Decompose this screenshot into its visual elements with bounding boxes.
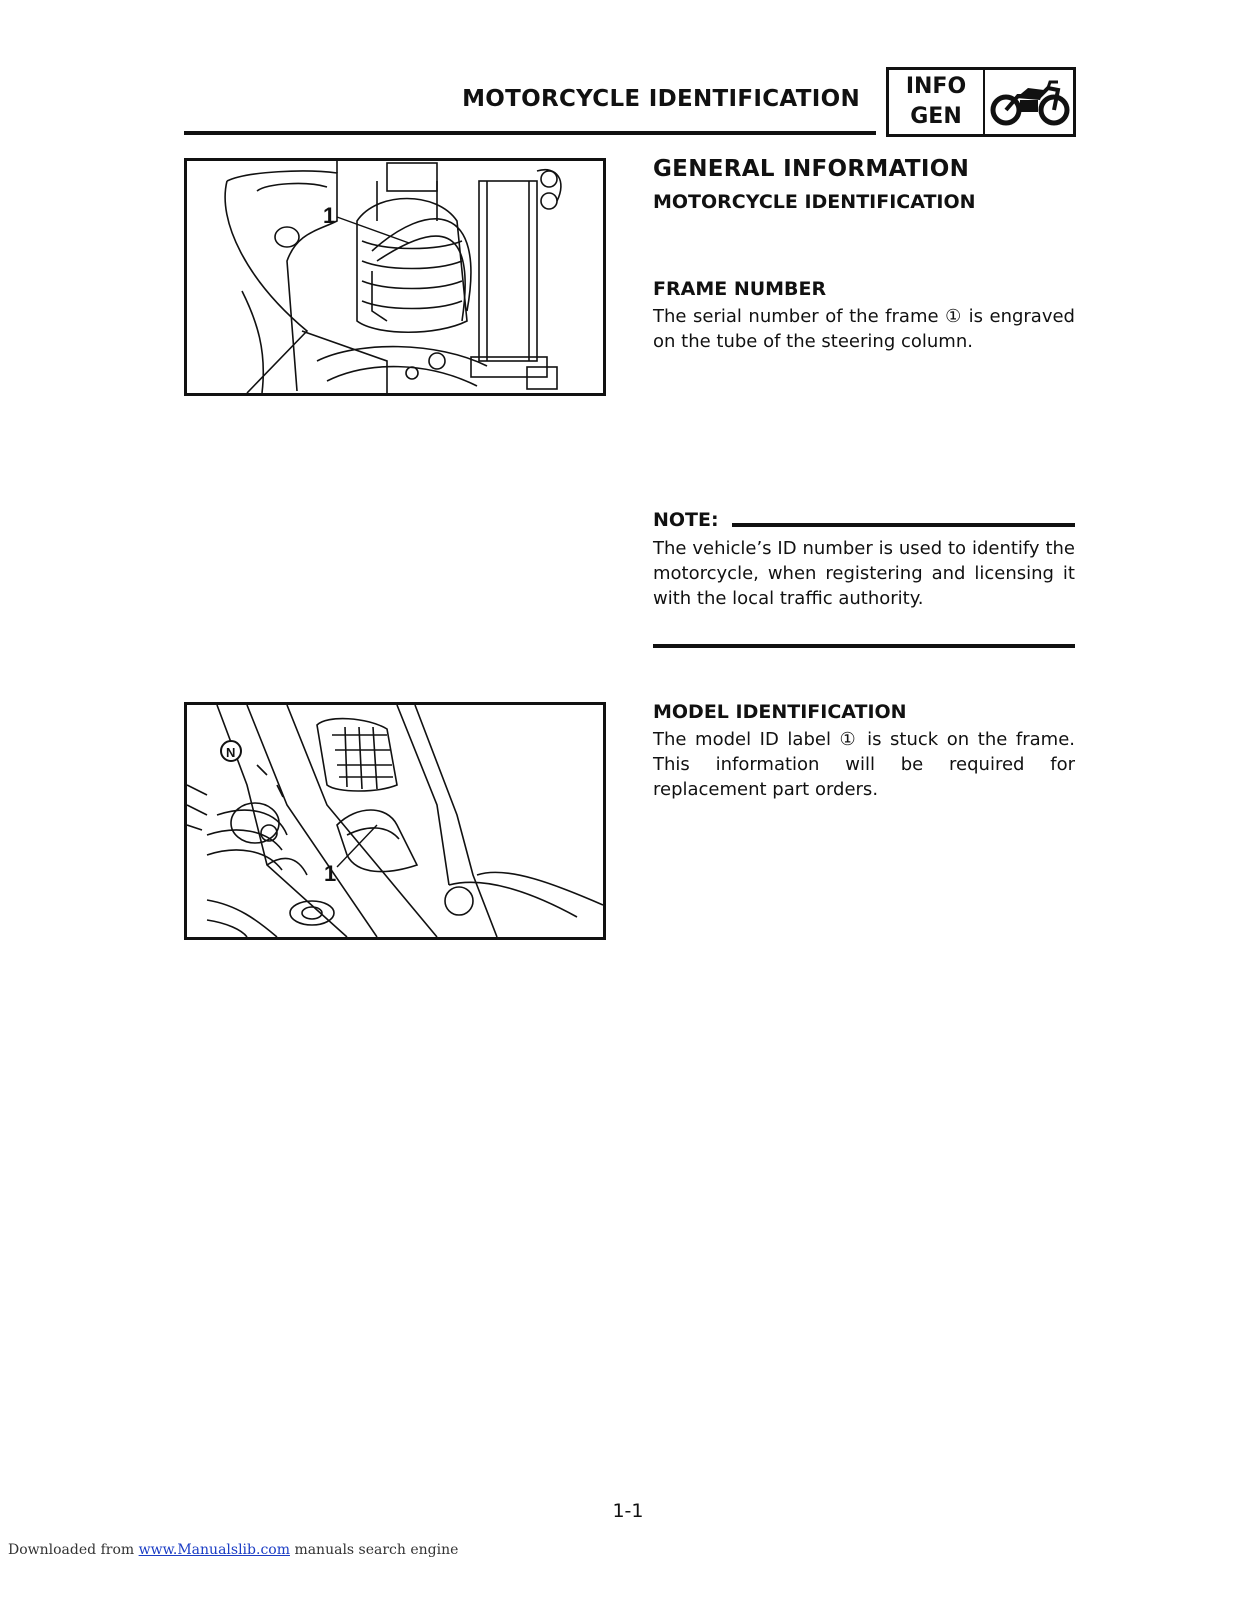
frame-number-illustration <box>184 158 606 396</box>
footer-suffix: manuals search engine <box>294 1542 459 1558</box>
page-number: 1-1 <box>612 1500 644 1522</box>
footer-prefix: Downloaded from <box>8 1542 135 1558</box>
motorcycle-icon <box>988 76 1072 130</box>
note-rule-top <box>732 523 1075 527</box>
badge-line-gen: GEN <box>910 104 962 129</box>
manualslib-link[interactable]: www.Manualslib.com <box>138 1542 290 1558</box>
frame-number-heading: FRAME NUMBER <box>653 278 827 300</box>
frame-callout-label: 1 <box>323 203 336 228</box>
model-callout-label: 1 <box>324 861 337 886</box>
section-badge-text <box>889 70 985 134</box>
section-badge <box>886 67 1076 137</box>
model-marker-n: N <box>226 745 236 760</box>
page-header-title: MOTORCYCLE IDENTIFICATION <box>462 86 860 112</box>
sub-heading: MOTORCYCLE IDENTIFICATION <box>653 191 976 213</box>
frame-number-text: The serial number of the frame ① is engraved on the tube of the steering column. <box>653 306 1075 352</box>
main-heading: GENERAL INFORMATION <box>653 156 970 182</box>
model-identification-text: The model ID label ① is stuck on the frame. This information will be required for replacement part orders. <box>653 729 1075 800</box>
model-identification-heading: MODEL IDENTIFICATION <box>653 701 907 723</box>
badge-line-info: INFO <box>905 74 967 99</box>
download-footer <box>8 1542 458 1558</box>
model-label-drawing <box>187 705 603 937</box>
note-label: NOTE: <box>653 509 719 531</box>
steering-column-drawing <box>187 161 603 393</box>
model-id-illustration <box>184 702 606 940</box>
note-text: The vehicle’s ID number is used to identify the motorcycle, when registering and licensing it with the local traffic authority. <box>653 538 1075 609</box>
note-rule-bottom <box>653 644 1075 648</box>
header-rule <box>184 131 876 135</box>
